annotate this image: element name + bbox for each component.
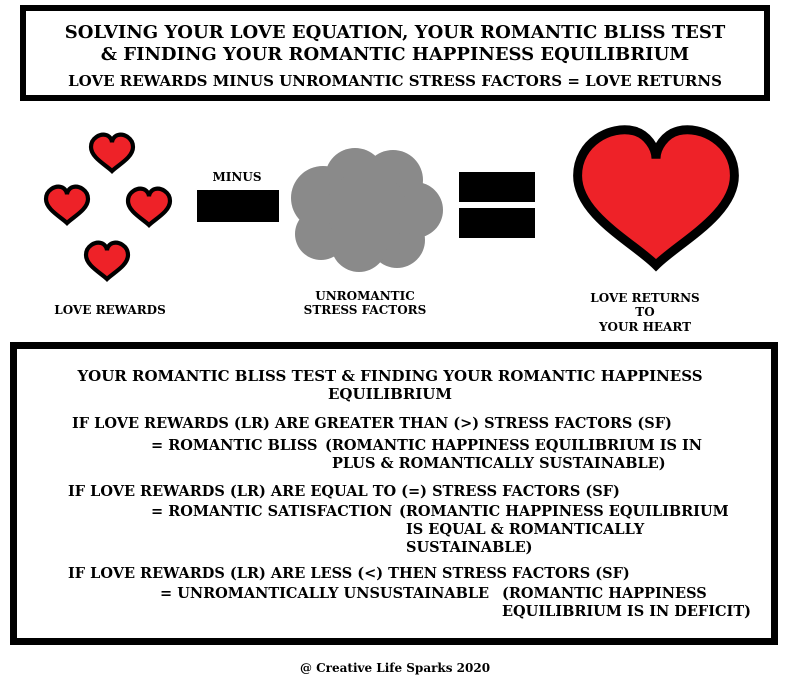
heart-icon-left (46, 187, 88, 223)
rule-1-condition: IF LOVE REWARDS (LR) ARE GREATER THAN (>) STRESS FACTORS (SF) (72, 415, 672, 432)
rule-2-result: = ROMANTIC SATISFACTION (151, 503, 393, 520)
love-rewards-label: LOVE REWARDS (54, 303, 166, 317)
rule-3-result: = UNROMANTICALLY UNSUSTAINABLE (160, 585, 490, 602)
header-box (20, 5, 770, 101)
bliss-test-title-line2: EQUILIBRIUM (327, 385, 452, 403)
rule-3-note-line2: EQUILIBRIUM IS IN DEFICIT) (502, 603, 751, 620)
stress-factors-label-line2: STRESS FACTORS (303, 303, 427, 317)
rule-2-condition: IF LOVE REWARDS (LR) ARE EQUAL TO (=) STRESS FACTORS (SF) (68, 483, 620, 500)
rule-1-note-line2: PLUS & ROMANTICALLY SUSTAINABLE) (332, 455, 666, 472)
header-formula: LOVE REWARDS MINUS UNROMANTIC STRESS FACTORS = LOVE RETURNS (68, 72, 722, 90)
heart-icon-right (128, 189, 170, 225)
rule-2-note-line1: (ROMANTIC HAPPINESS EQUILIBRIUM (399, 503, 729, 520)
love-returns-label-line2: TO (635, 305, 655, 319)
rule-1-result: = ROMANTIC BLISS (151, 437, 318, 454)
bliss-test-box (10, 342, 778, 645)
copyright-footer: @ Creative Life Sparks 2020 (299, 661, 491, 675)
love-returns-label-line1: LOVE RETURNS (590, 291, 700, 305)
equals-bar-top (459, 172, 535, 202)
rule-2-note-line2: IS EQUAL & ROMANTICALLY (406, 521, 645, 538)
stress-factors-label-line1: UNROMANTIC (315, 289, 415, 303)
minus-label: MINUS (212, 170, 262, 184)
equals-bar-bottom (459, 208, 535, 238)
minus-bar (197, 190, 279, 222)
header-title-line1: SOLVING YOUR LOVE EQUATION, YOUR ROMANTIC BLISS TEST (64, 22, 726, 43)
heart-icon-top (91, 135, 133, 171)
big-heart-icon (570, 112, 750, 282)
stress-cloud-icon (285, 140, 445, 270)
heart-icon-bottom (86, 243, 128, 279)
love-returns-label-line3: YOUR HEART (598, 320, 692, 334)
bliss-test-title-line1: YOUR ROMANTIC BLISS TEST & FINDING YOUR ROMANTIC HAPPINESS (77, 367, 703, 385)
rule-2-note-line3: SUSTAINABLE) (406, 539, 533, 556)
rule-3-note-line1: (ROMANTIC HAPPINESS (502, 585, 707, 602)
love-rewards-hearts (30, 120, 190, 280)
header-title-line2: & FINDING YOUR ROMANTIC HAPPINESS EQUILIBRIUM (100, 44, 690, 65)
rule-1-note-line1: (ROMANTIC HAPPINESS EQUILIBRIUM IS IN (325, 437, 703, 454)
rule-3-condition: IF LOVE REWARDS (LR) ARE LESS (<) THEN STRESS FACTORS (SF) (68, 565, 630, 582)
